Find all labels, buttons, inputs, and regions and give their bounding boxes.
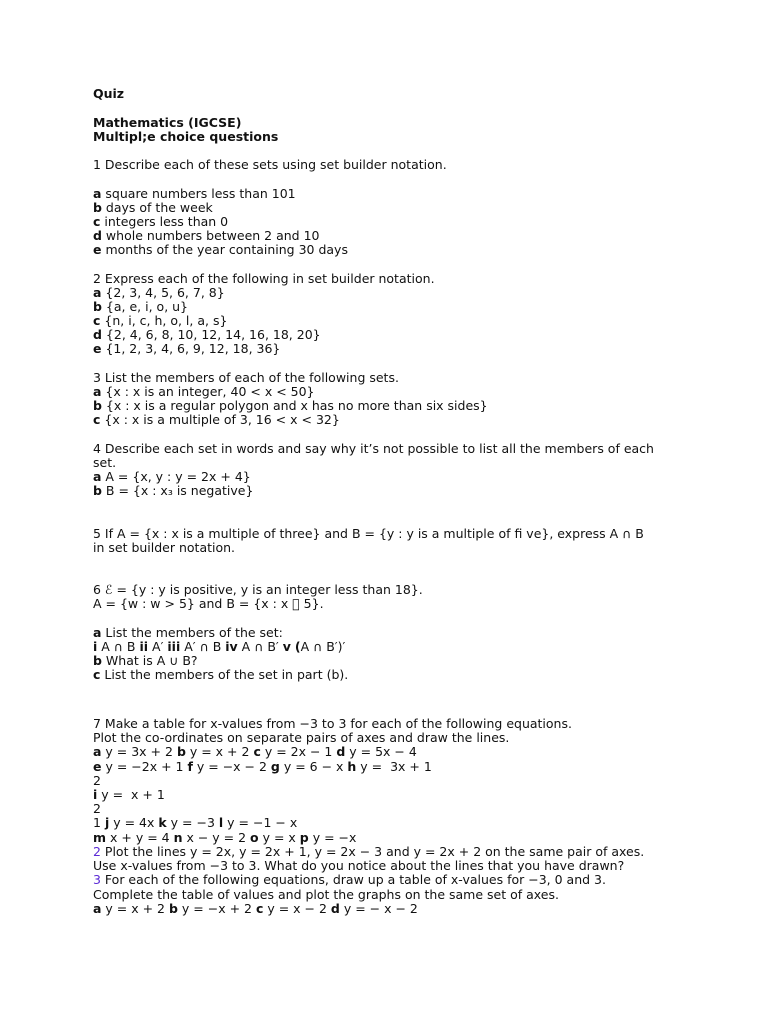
q4-stem-line1: 4 Describe each set in words and say why it’s not possible to list all the members of each [93, 441, 654, 456]
q8-line2: Use x-values from −3 to 3. What do you notice about the lines that you have drawn? [93, 858, 625, 873]
q7-row-a-d: a y = 3x + 2 b y = x + 2 c y = 2x − 1 d y = 5x − 4 [93, 744, 417, 759]
q1-item-e: e months of the year containing 30 days [93, 242, 348, 257]
subject-heading: Mathematics (IGCSE) [93, 115, 242, 130]
q1-item-c: c integers less than 0 [93, 214, 229, 229]
q7-fraction-denominator-2: 2 [93, 801, 101, 816]
q7-row-m-p: m x + y = 4 n x − y = 2 o y = x p y = −x [93, 830, 357, 845]
q7-line1: 7 Make a table for x-values from −3 to 3 for each of the following equations. [93, 716, 572, 731]
q1-item-d: d whole numbers between 2 and 10 [93, 228, 320, 243]
q6-part-c: c List the members of the set in part (b). [93, 667, 349, 682]
q3-stem: 3 List the members of each of the following sets. [93, 370, 399, 385]
q6-part-b: b What is A ∪ B? [93, 653, 198, 668]
q6-line2: A = {w : w > 5} and B = {x : x ￿ 5}. [93, 596, 324, 611]
q1-stem: 1 Describe each of these sets using set builder notation. [93, 157, 447, 172]
q7-row-i: i y = x + 1 [93, 787, 165, 802]
q9-row-a-d: a y = x + 2 b y = −x + 2 c y = x − 2 d y = − x − 2 [93, 901, 418, 916]
q2-item-b: b {a, e, i, o, u} [93, 299, 189, 314]
q1-item-a: a square numbers less than 101 [93, 186, 296, 201]
q2-item-a: a {2, 3, 4, 5, 6, 7, 8} [93, 285, 225, 300]
q7-row-e-h: e y = −2x + 1 f y = −x − 2 g y = 6 − x h y = 3x + 1 [93, 759, 432, 774]
q9-line2: Complete the table of values and plot the graphs on the same set of axes. [93, 887, 559, 902]
q4-item-a: a A = {x, y : y = 2x + 4} [93, 469, 251, 484]
quiz-title: Quiz [93, 86, 125, 101]
q8-line1: 2 Plot the lines y = 2x, y = 2x + 1, y = 2x − 3 and y = 2x + 2 on the same pair of axes. [93, 844, 645, 859]
q9-number: 3 [93, 872, 101, 887]
q7-row-j-l: 1 j y = 4x k y = −3 l y = −1 − x [93, 815, 298, 830]
q1-item-b: b days of the week [93, 200, 213, 215]
q2-item-e: e {1, 2, 3, 4, 6, 9, 12, 18, 36} [93, 341, 281, 356]
q4-stem-line2: set. [93, 455, 117, 470]
q3-item-b: b {x : x is a regular polygon and x has no more than six sides} [93, 398, 488, 413]
q5-line1: 5 If A = {x : x is a multiple of three} and B = {y : y is a multiple of fi ve}, express A ∩ B [93, 526, 644, 541]
q2-item-c: c {n, i, c, h, o, l, a, s} [93, 313, 228, 328]
q7-line2: Plot the co-ordinates on separate pairs of axes and draw the lines. [93, 730, 510, 745]
q3-item-a: a {x : x is an integer, 40 < x < 50} [93, 384, 315, 399]
q9-line1: 3 For each of the following equations, draw up a table of x-values for −3, 0 and 3. [93, 872, 606, 887]
subtitle-heading: Multipl;e choice questions [93, 129, 279, 144]
q8-number: 2 [93, 844, 101, 859]
q6-part-a: a List the members of the set: [93, 625, 283, 640]
q6-subparts: i A ∩ B ii A′ iii A′ ∩ B iv A ∩ B′ v (A ∩ B′)′ [93, 639, 346, 654]
q7-fraction-denominator-1: 2 [93, 773, 101, 788]
q5-line2: in set builder notation. [93, 540, 236, 555]
q3-item-c: c {x : x is a multiple of 3, 16 < x < 32} [93, 412, 340, 427]
q6-line1: 6 ℰ = {y : y is positive, y is an integer less than 18}. [93, 582, 423, 597]
q2-stem: 2 Express each of the following in set builder notation. [93, 271, 435, 286]
q2-item-d: d {2, 4, 6, 8, 10, 12, 14, 16, 18, 20} [93, 327, 321, 342]
q4-item-b: b B = {x : x₃ is negative} [93, 483, 254, 498]
